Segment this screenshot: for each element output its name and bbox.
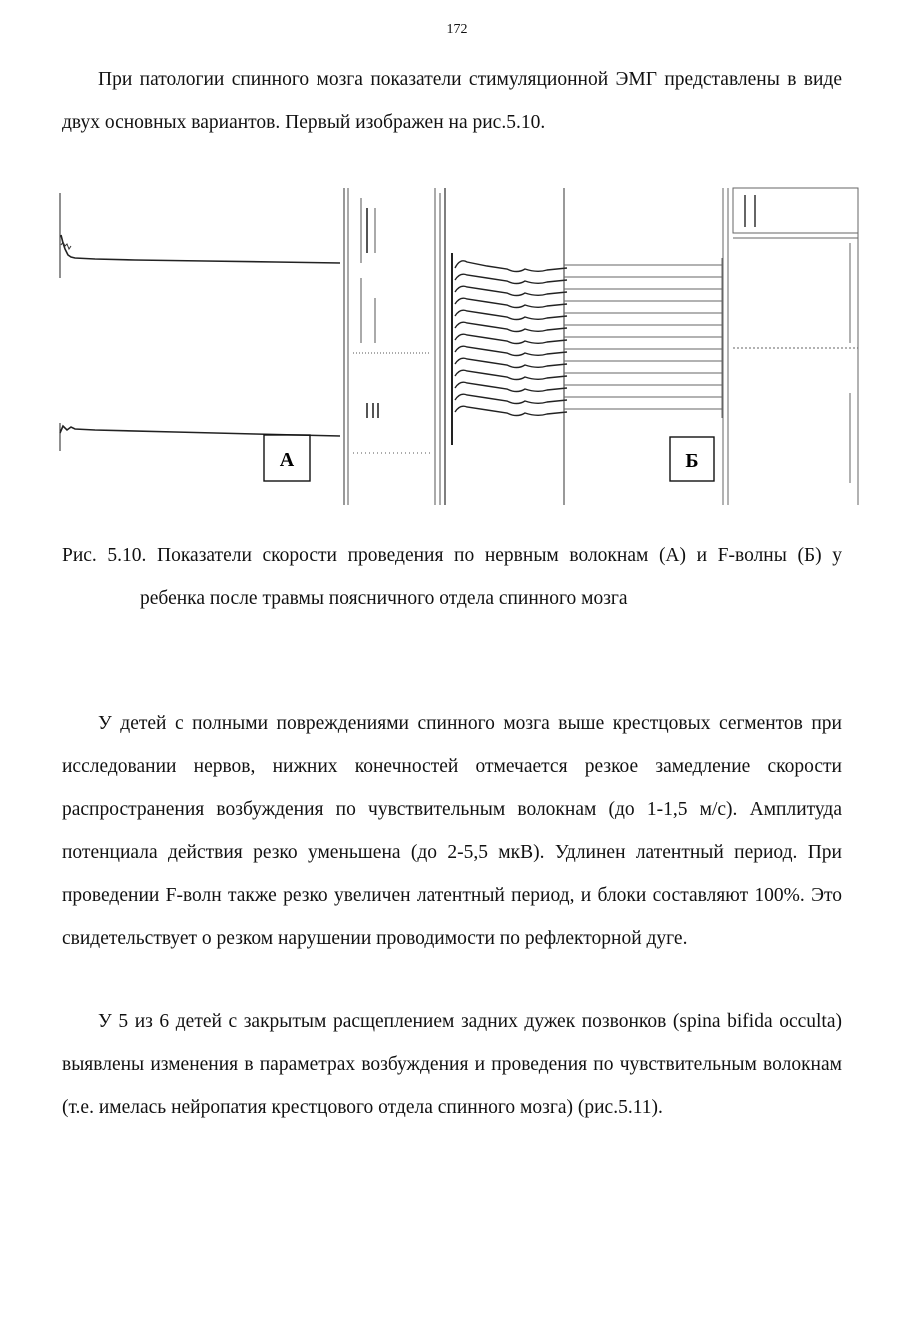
- intro-paragraph: При патологии спинного мозга показатели стимуляционной ЭМГ представлены в виде двух основных вариантов. Первый изображен на рис.5.10.: [62, 69, 842, 133]
- figure-caption: [62, 534, 842, 620]
- caption-text: Показатели скорости проведения по нервным волокнам (А) и F-волны (Б) у ребенка после травмы поясничного отдела спинного мозга: [140, 545, 842, 609]
- page-number: 172: [446, 22, 468, 37]
- panel-a-label: А: [279, 449, 295, 471]
- panel-b-grid: [564, 258, 722, 418]
- panel-b-label: Б: [685, 450, 699, 472]
- panel-b-traces: [452, 253, 567, 445]
- body-paragraph-1: У детей с полными повреждениями спинного мозга выше крестцовых сегментов при исследовании нервов, нижних конечностей отмечается резкое замедление скорости распространения возбуждения по чувствительным волокнам (до 1-1,5 м/с). Амплитуда потенциала действия резко уменьшена (до 2-5,5 мкВ). Удлинен латентный период. При проведении F-волн также резко увеличен латентный период, и блоки составляют 100%. Это свидетельствует о резком нарушении проводимости по рефлекторной дуге.: [62, 713, 842, 949]
- caption-label: Рис. 5.10.: [62, 545, 147, 566]
- instrument-columns: [348, 188, 445, 505]
- body-paragraph-2: У 5 из 6 детей с закрытым расщеплением задних дужек позвонков (spina bifida occulta) выявлены изменения в параметрах возбуждения и проведения по чувствительным волокнам (т.е. имелась нейропатия крестцового отдела спинного мозга) (рис.5.11).: [62, 1011, 842, 1118]
- right-instrument-panel: [723, 188, 858, 505]
- panel-a: [60, 188, 344, 505]
- emg-figure: [55, 183, 867, 510]
